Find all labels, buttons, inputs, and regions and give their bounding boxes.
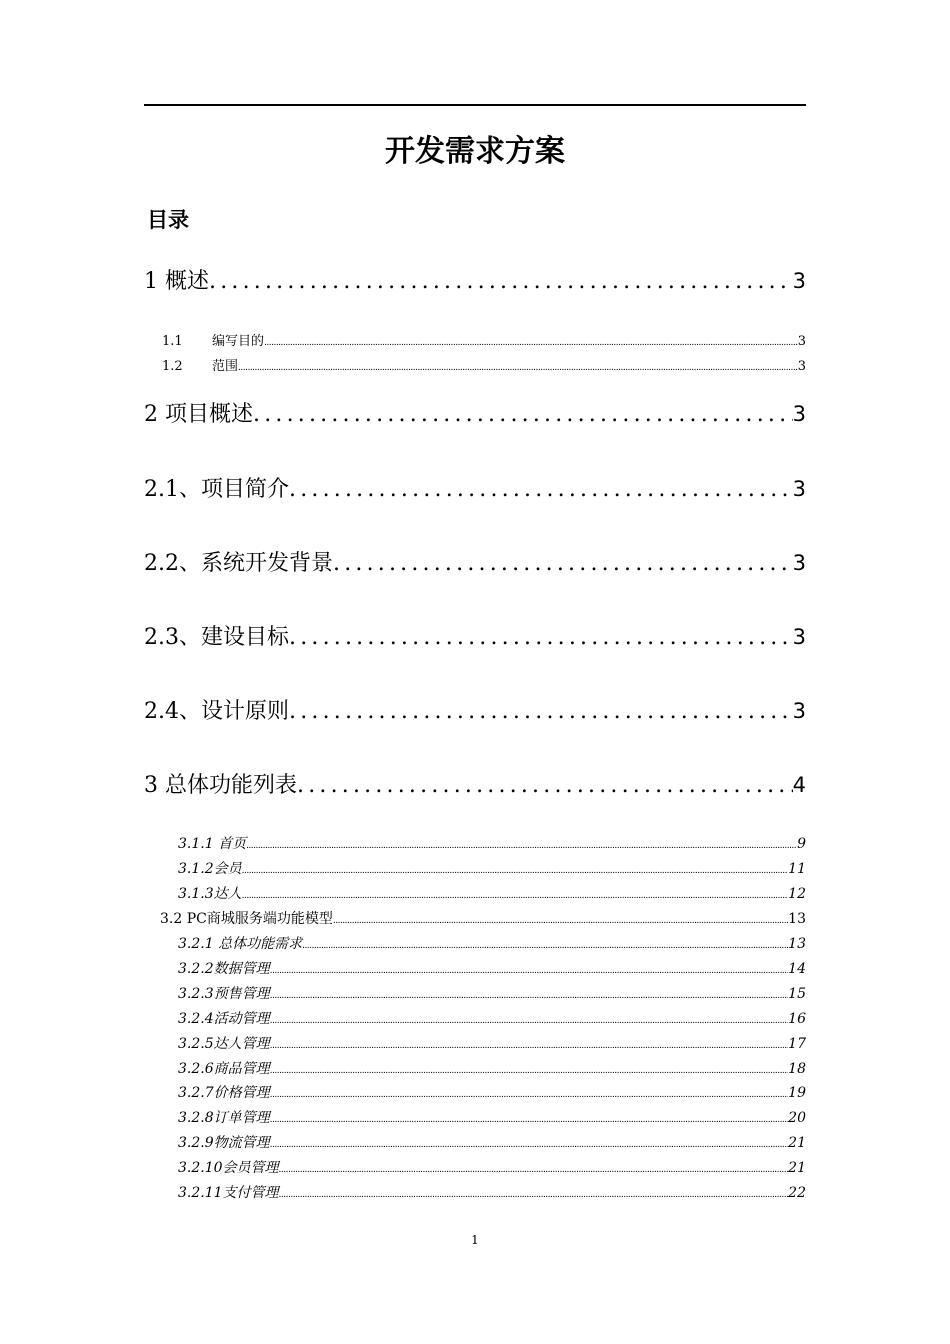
toc-entry-label: 2.1、项目简介 <box>144 477 289 502</box>
toc-leader <box>333 911 788 931</box>
toc-entry-label: 3.2.7价格管理 <box>178 1085 270 1101</box>
toc-leader <box>270 1061 789 1081</box>
toc-entry-page: 3 <box>792 551 806 575</box>
toc-leader <box>270 986 789 1006</box>
toc-entry-activity-management[interactable] <box>178 1009 806 1029</box>
toc-entry-home[interactable] <box>178 834 806 854</box>
toc-entry-page: 13 <box>788 911 806 927</box>
toc-entry-page: 4 <box>792 773 806 797</box>
toc-entry-member-management[interactable] <box>178 1158 806 1178</box>
toc-entry-page: 19 <box>788 1085 806 1101</box>
toc-leader <box>238 359 798 377</box>
toc-entry-price-management[interactable] <box>178 1083 806 1103</box>
toc-leader <box>333 549 793 579</box>
toc-entry-presale-management[interactable] <box>178 984 806 1004</box>
toc-entry-label: 3 总体功能列表 <box>144 773 297 798</box>
toc-leader <box>297 771 793 801</box>
toc-entry-logistics-management[interactable] <box>178 1133 806 1153</box>
toc-entry-page: 18 <box>788 1061 806 1077</box>
toc-entry-principles[interactable] <box>144 696 806 726</box>
toc-entry-label: 3.2.10会员管理 <box>178 1160 279 1176</box>
toc-entry-number: 1.1 <box>162 334 183 349</box>
toc-entry-label: 3.2.1 总体功能需求 <box>178 936 303 952</box>
toc-entry-title: 编写目的 <box>212 334 265 349</box>
toc-leader <box>253 400 793 430</box>
toc-leader <box>242 861 789 881</box>
toc-entry-payment-management[interactable] <box>178 1183 806 1203</box>
toc-entry-title: 范围 <box>212 359 239 374</box>
toc-entry-label: 2 项目概述 <box>144 402 253 427</box>
toc-entry-label: 3.2.5达人管理 <box>178 1036 270 1052</box>
toc-entry-page: 3 <box>797 359 806 374</box>
toc-entry-page: 3 <box>792 402 806 426</box>
toc-entry-label: 3.2.9物流管理 <box>178 1135 270 1151</box>
toc-entry-label: 3.2.6商品管理 <box>178 1061 270 1077</box>
toc-entry-label: 2.2、系统开发背景 <box>144 551 333 576</box>
toc-entry-function-list[interactable] <box>144 770 806 800</box>
toc-leader <box>279 1185 789 1205</box>
toc-entry-pc-mall-server[interactable] <box>160 909 806 929</box>
toc-entry-purpose[interactable] <box>162 333 806 351</box>
document-title: 开发需求方案 <box>385 134 565 169</box>
toc-leader <box>270 1110 789 1130</box>
toc-entry-data-management[interactable] <box>178 959 806 979</box>
toc-entry-label: 2.3、建设目标 <box>144 625 289 650</box>
toc-entry-page: 11 <box>788 861 806 877</box>
toc-entry-order-management[interactable] <box>178 1108 806 1128</box>
toc-entry-label <box>162 358 238 376</box>
toc-leader <box>242 886 789 906</box>
toc-entry-page: 22 <box>788 1185 806 1201</box>
toc-entry-influencer[interactable] <box>178 884 806 904</box>
toc-entry-page: 3 <box>792 625 806 649</box>
toc-entry-label <box>162 333 264 351</box>
toc-entry-page: 3 <box>792 477 806 501</box>
toc-entry-label: 3.2 PC商城服务端功能模型 <box>160 911 333 927</box>
toc-heading: 目录 <box>147 208 189 232</box>
toc-entry-influencer-management[interactable] <box>178 1034 806 1054</box>
toc-entry-page: 21 <box>788 1160 806 1176</box>
toc-entry-overall-requirements[interactable] <box>178 934 806 954</box>
toc-leader <box>270 961 789 981</box>
toc-leader <box>246 836 797 856</box>
toc-leader <box>270 1135 789 1155</box>
toc-entry-member[interactable] <box>178 859 806 879</box>
toc-leader <box>270 1011 789 1031</box>
toc-entry-page: 15 <box>788 986 806 1002</box>
toc-entry-page: 3 <box>792 699 806 723</box>
toc-entry-goals[interactable] <box>144 622 806 652</box>
toc-entry-label: 3.2.4活动管理 <box>178 1011 270 1027</box>
toc-entry-page: 12 <box>788 886 806 902</box>
toc-entry-label: 3.1.1 首页 <box>178 836 247 852</box>
toc-entry-label: 2.4、设计原则 <box>144 699 289 724</box>
toc-entry-page: 17 <box>788 1036 806 1052</box>
toc-entry-page: 21 <box>788 1135 806 1151</box>
toc-entry-label: 1 概述 <box>144 269 209 294</box>
toc-leader <box>270 1085 789 1105</box>
toc-entry-page: 16 <box>788 1011 806 1027</box>
toc-entry-page: 13 <box>788 936 806 952</box>
toc-entry-label: 3.1.3达人 <box>178 886 242 902</box>
toc-entry-page: 20 <box>788 1110 806 1126</box>
toc-entry-product-management[interactable] <box>178 1059 806 1079</box>
toc-entry-label: 3.2.3预售管理 <box>178 986 270 1002</box>
toc-leader <box>289 623 793 653</box>
toc-leader <box>209 267 793 297</box>
toc-entry-label: 3.2.11支付管理 <box>178 1185 279 1201</box>
toc-leader <box>264 334 798 352</box>
header-rule <box>144 104 806 106</box>
toc-leader <box>279 1160 789 1180</box>
toc-entry-background[interactable] <box>144 548 806 578</box>
toc-entry-page: 3 <box>792 269 806 293</box>
toc-entry-label: 3.2.8订单管理 <box>178 1110 270 1126</box>
toc-entry-label: 3.1.2会员 <box>178 861 242 877</box>
page-number: 1 <box>471 1233 479 1247</box>
toc-entry-page: 3 <box>797 334 806 349</box>
toc-entry-label: 3.2.2数据管理 <box>178 961 270 977</box>
toc-leader <box>289 697 793 727</box>
toc-entry-page: 14 <box>788 961 806 977</box>
toc-leader <box>289 475 793 505</box>
toc-entry-scope[interactable] <box>162 358 806 376</box>
toc-entry-page: 9 <box>797 836 806 852</box>
toc-entry-project-overview[interactable] <box>144 399 806 429</box>
toc-entry-overview[interactable] <box>144 266 806 296</box>
toc-entry-number: 1.2 <box>162 359 183 374</box>
toc-leader <box>302 936 788 956</box>
toc-leader <box>270 1036 789 1056</box>
toc-entry-project-intro[interactable] <box>144 474 806 504</box>
